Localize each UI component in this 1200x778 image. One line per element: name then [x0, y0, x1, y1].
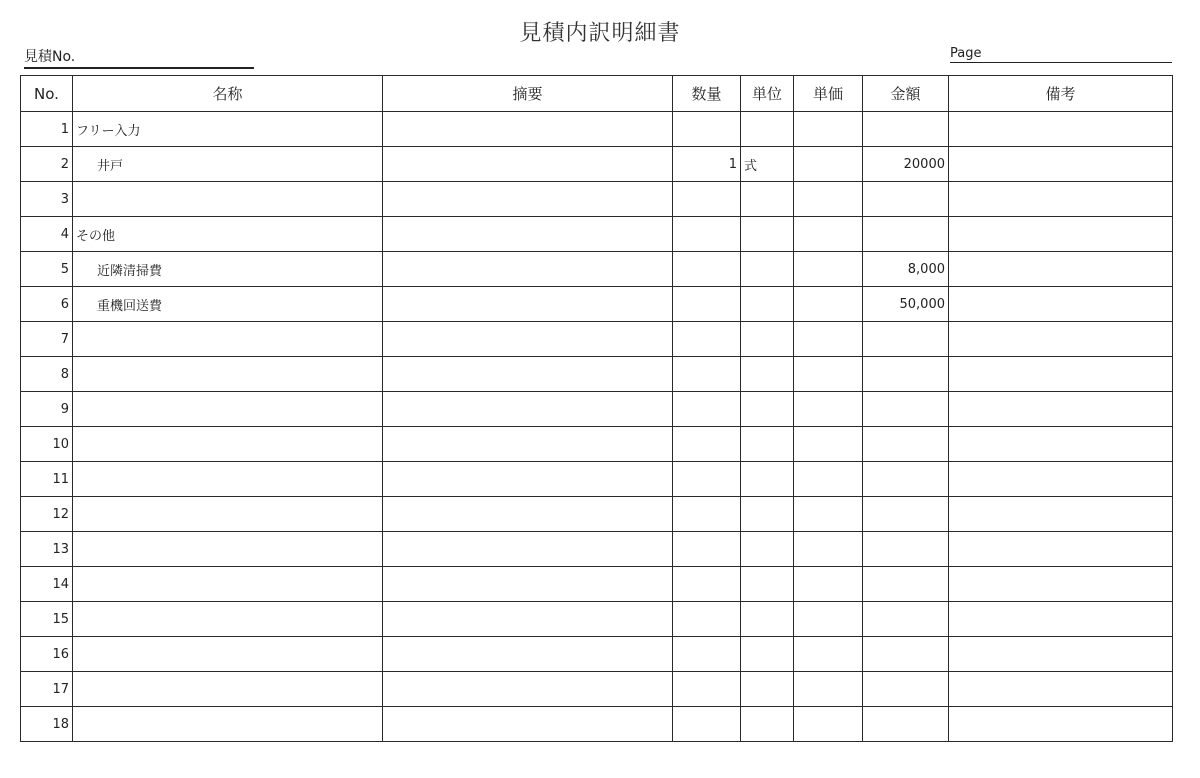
table-row	[21, 427, 1173, 462]
remarks-cell[interactable]	[949, 567, 1173, 602]
header-amount: 金額	[863, 76, 949, 112]
summary-cell[interactable]	[383, 567, 673, 602]
table-row	[21, 147, 1173, 182]
item-name-cell[interactable]: 重機回送費	[73, 287, 383, 322]
remarks-cell[interactable]	[949, 217, 1173, 252]
item-name-cell[interactable]: フリー入力	[73, 112, 383, 147]
unit-price-cell[interactable]	[794, 497, 863, 532]
row-number: 3	[21, 182, 73, 217]
quantity-cell[interactable]	[673, 322, 741, 357]
table-row	[21, 287, 1173, 322]
row-number: 7	[21, 322, 73, 357]
item-name-cell[interactable]	[73, 357, 383, 392]
row-number: 8	[21, 357, 73, 392]
item-name-cell[interactable]	[73, 567, 383, 602]
row-number: 6	[21, 287, 73, 322]
unit-price-cell[interactable]	[794, 532, 863, 567]
header-remarks: 備考	[949, 76, 1173, 112]
amount-cell[interactable]	[863, 322, 949, 357]
row-number: 11	[21, 462, 73, 497]
quantity-cell[interactable]	[673, 462, 741, 497]
table-row	[21, 567, 1173, 602]
unit-cell[interactable]	[741, 252, 794, 287]
unit-cell[interactable]	[741, 357, 794, 392]
amount-cell[interactable]	[863, 217, 949, 252]
quantity-cell[interactable]	[673, 252, 741, 287]
quantity-cell[interactable]	[673, 602, 741, 637]
remarks-cell[interactable]	[949, 672, 1173, 707]
table-row	[21, 392, 1173, 427]
unit-cell[interactable]	[741, 182, 794, 217]
summary-cell[interactable]	[383, 357, 673, 392]
quantity-cell[interactable]	[673, 217, 741, 252]
item-name-cell[interactable]: 近隣清掃費	[73, 252, 383, 287]
header-no: No.	[21, 76, 73, 112]
unit-cell[interactable]	[741, 217, 794, 252]
unit-price-cell[interactable]	[794, 567, 863, 602]
item-name-cell[interactable]	[73, 707, 383, 742]
remarks-cell[interactable]	[949, 357, 1173, 392]
table-row	[21, 182, 1173, 217]
unit-price-cell[interactable]	[794, 427, 863, 462]
unit-cell[interactable]	[741, 427, 794, 462]
header-name: 名称	[73, 76, 383, 112]
amount-cell[interactable]	[863, 357, 949, 392]
row-number: 1	[21, 112, 73, 147]
table-row	[21, 112, 1173, 147]
table-row	[21, 497, 1173, 532]
row-number: 5	[21, 252, 73, 287]
quantity-cell[interactable]	[673, 287, 741, 322]
header-unit-price: 単価	[794, 76, 863, 112]
unit-price-cell[interactable]	[794, 602, 863, 637]
summary-cell[interactable]	[383, 427, 673, 462]
remarks-cell[interactable]	[949, 427, 1173, 462]
estimate-number-field[interactable]: 見積No.	[24, 46, 254, 69]
amount-cell[interactable]	[863, 602, 949, 637]
remarks-cell[interactable]	[949, 637, 1173, 672]
unit-cell[interactable]	[741, 497, 794, 532]
quantity-cell[interactable]	[673, 112, 741, 147]
summary-cell[interactable]	[383, 217, 673, 252]
unit-price-cell[interactable]	[794, 672, 863, 707]
amount-cell[interactable]	[863, 532, 949, 567]
page-title: 見積内訳明細書	[519, 21, 681, 46]
row-number: 12	[21, 497, 73, 532]
item-name-cell[interactable]	[73, 322, 383, 357]
unit-cell[interactable]	[741, 707, 794, 742]
summary-cell[interactable]	[383, 112, 673, 147]
amount-cell[interactable]	[863, 567, 949, 602]
unit-price-cell[interactable]	[794, 182, 863, 217]
header-summary: 摘要	[383, 76, 673, 112]
unit-price-cell[interactable]	[794, 217, 863, 252]
quantity-cell[interactable]	[673, 637, 741, 672]
table-row	[21, 252, 1173, 287]
remarks-cell[interactable]	[949, 497, 1173, 532]
unit-cell[interactable]	[741, 567, 794, 602]
summary-cell[interactable]	[383, 322, 673, 357]
summary-cell[interactable]	[383, 287, 673, 322]
table-row	[21, 357, 1173, 392]
item-name-cell[interactable]	[73, 462, 383, 497]
item-name-cell[interactable]	[73, 602, 383, 637]
summary-cell[interactable]	[383, 532, 673, 567]
estimate-detail-table	[20, 75, 1173, 742]
amount-cell[interactable]	[863, 462, 949, 497]
remarks-cell[interactable]	[949, 532, 1173, 567]
quantity-cell[interactable]: 1	[673, 147, 741, 182]
table-row	[21, 462, 1173, 497]
unit-price-cell[interactable]	[794, 392, 863, 427]
unit-price-cell[interactable]	[794, 637, 863, 672]
header-unit: 単位	[741, 76, 794, 112]
table-row	[21, 532, 1173, 567]
quantity-cell[interactable]	[673, 567, 741, 602]
summary-cell[interactable]	[383, 462, 673, 497]
row-number: 13	[21, 532, 73, 567]
unit-cell[interactable]	[741, 112, 794, 147]
table-row	[21, 637, 1173, 672]
unit-price-cell[interactable]	[794, 462, 863, 497]
remarks-cell[interactable]	[949, 182, 1173, 217]
unit-cell[interactable]	[741, 532, 794, 567]
quantity-cell[interactable]	[673, 392, 741, 427]
unit-cell[interactable]	[741, 602, 794, 637]
item-name-cell[interactable]: 井戸	[73, 147, 383, 182]
quantity-cell[interactable]	[673, 672, 741, 707]
table-row	[21, 217, 1173, 252]
summary-cell[interactable]	[383, 637, 673, 672]
summary-cell[interactable]	[383, 497, 673, 532]
row-number: 2	[21, 147, 73, 182]
remarks-cell[interactable]	[949, 707, 1173, 742]
unit-price-cell[interactable]	[794, 112, 863, 147]
amount-cell[interactable]	[863, 497, 949, 532]
amount-cell[interactable]	[863, 672, 949, 707]
table-row	[21, 602, 1173, 637]
remarks-cell[interactable]	[949, 322, 1173, 357]
unit-price-cell[interactable]	[794, 147, 863, 182]
unit-price-cell[interactable]	[794, 287, 863, 322]
item-name-cell[interactable]	[73, 182, 383, 217]
row-number: 10	[21, 427, 73, 462]
row-number: 15	[21, 602, 73, 637]
remarks-cell[interactable]	[949, 392, 1173, 427]
item-name-cell[interactable]	[73, 427, 383, 462]
item-name-cell[interactable]	[73, 392, 383, 427]
table-header-row	[21, 76, 1173, 112]
unit-cell[interactable]	[741, 637, 794, 672]
summary-cell[interactable]	[383, 252, 673, 287]
item-name-cell[interactable]	[73, 672, 383, 707]
row-number: 16	[21, 637, 73, 672]
row-number: 18	[21, 707, 73, 742]
item-name-cell[interactable]: その他	[73, 217, 383, 252]
unit-price-cell[interactable]	[794, 322, 863, 357]
summary-cell[interactable]	[383, 672, 673, 707]
summary-cell[interactable]	[383, 182, 673, 217]
amount-cell[interactable]: 50,000	[863, 287, 949, 322]
remarks-cell[interactable]	[949, 147, 1173, 182]
remarks-cell[interactable]	[949, 112, 1173, 147]
quantity-cell[interactable]	[673, 707, 741, 742]
row-number: 17	[21, 672, 73, 707]
header-quantity: 数量	[673, 76, 741, 112]
amount-cell[interactable]: 20000	[863, 147, 949, 182]
unit-cell[interactable]: 式	[741, 147, 794, 182]
table-row	[21, 707, 1173, 742]
item-name-cell[interactable]	[73, 497, 383, 532]
amount-cell[interactable]	[863, 637, 949, 672]
remarks-cell[interactable]	[949, 252, 1173, 287]
page-number-field[interactable]: Page	[950, 46, 1172, 63]
summary-cell[interactable]	[383, 707, 673, 742]
amount-cell[interactable]	[863, 112, 949, 147]
row-number: 4	[21, 217, 73, 252]
unit-cell[interactable]	[741, 462, 794, 497]
unit-cell[interactable]	[741, 392, 794, 427]
row-number: 9	[21, 392, 73, 427]
remarks-cell[interactable]	[949, 462, 1173, 497]
quantity-cell[interactable]	[673, 532, 741, 567]
amount-cell[interactable]	[863, 182, 949, 217]
summary-cell[interactable]	[383, 392, 673, 427]
amount-cell[interactable]	[863, 707, 949, 742]
quantity-cell[interactable]	[673, 182, 741, 217]
quantity-cell[interactable]	[673, 357, 741, 392]
amount-cell[interactable]: 8,000	[863, 252, 949, 287]
amount-cell[interactable]	[863, 392, 949, 427]
unit-cell[interactable]	[741, 322, 794, 357]
unit-price-cell[interactable]	[794, 707, 863, 742]
unit-cell[interactable]	[741, 287, 794, 322]
remarks-cell[interactable]	[949, 287, 1173, 322]
quantity-cell[interactable]	[673, 427, 741, 462]
table-row	[21, 322, 1173, 357]
row-number: 14	[21, 567, 73, 602]
unit-price-cell[interactable]	[794, 357, 863, 392]
unit-price-cell[interactable]	[794, 252, 863, 287]
table-row	[21, 672, 1173, 707]
remarks-cell[interactable]	[949, 602, 1173, 637]
quantity-cell[interactable]	[673, 497, 741, 532]
amount-cell[interactable]	[863, 427, 949, 462]
summary-cell[interactable]	[383, 602, 673, 637]
summary-cell[interactable]	[383, 147, 673, 182]
unit-cell[interactable]	[741, 672, 794, 707]
item-name-cell[interactable]	[73, 637, 383, 672]
item-name-cell[interactable]	[73, 532, 383, 567]
